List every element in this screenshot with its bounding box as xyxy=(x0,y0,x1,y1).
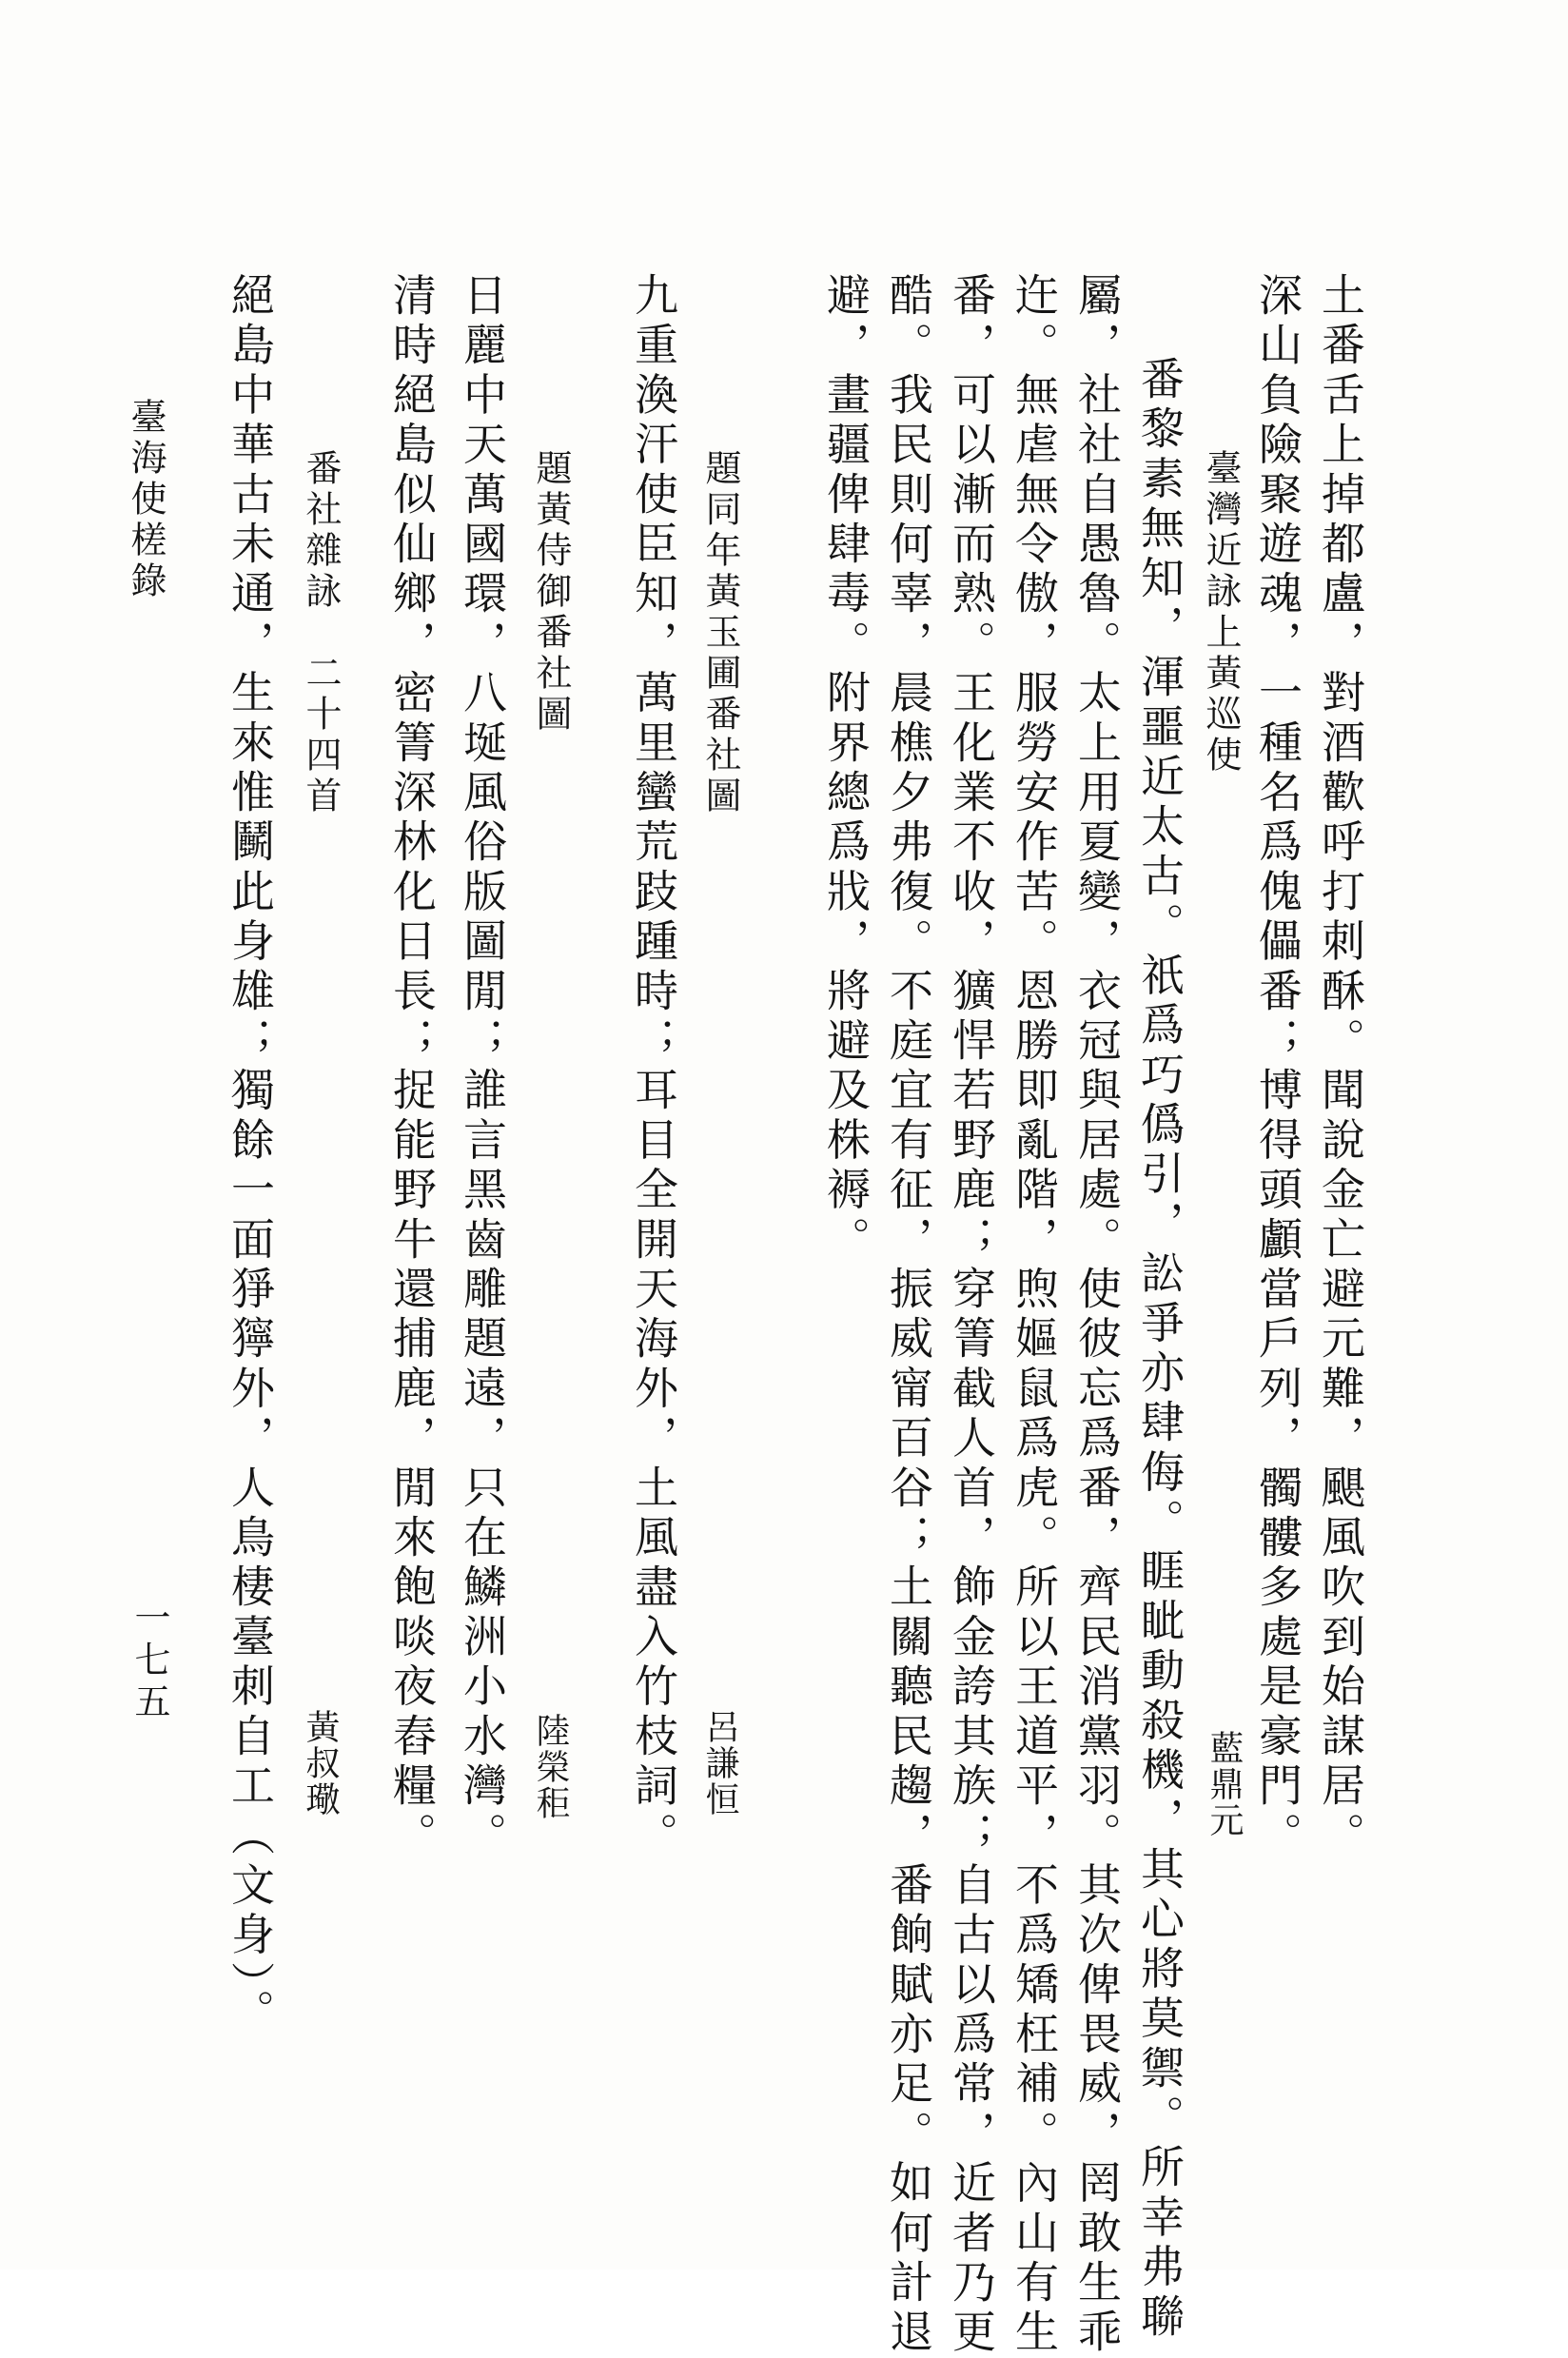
poem-1-line-2: 深山負險聚遊魂，一種名爲傀儡番；博得頭顱當戶列，髑髏多處是豪門。 xyxy=(1252,272,1303,1862)
page-number: 一七五 xyxy=(128,1599,170,1724)
poem-4-title: 題黃侍御番社圖 xyxy=(530,449,572,736)
poem-2-line-2: 屬，社社自愚魯。太上用夏變，衣冠與居處。使彼忘爲番，齊民消黨羽。其次俾畏威，罔敢生乖 xyxy=(1071,272,1123,2358)
poem-3-title: 題同年黃玉圃番社圖 xyxy=(699,449,741,817)
poem-2-line-1: 番黎素無知，渾噩近太古。祇爲巧僞引，訟爭亦肆侮。睚眦動殺機，其心將莫禦。所幸弗聯 xyxy=(1134,356,1186,2343)
poem-5-author: 黃叔璥 xyxy=(301,1709,340,1818)
book-title: 臺海使槎錄 xyxy=(125,398,167,602)
poem-4-line-1: 日麗中天萬國環，八埏風俗版圖閒；誰言黑齒雕題遠，只在鱗洲小水灣。 xyxy=(457,272,508,1862)
poem-2-line-6: 避，畫疆俾肆毒。附界總爲戕，將避及株褥。 xyxy=(820,272,872,1266)
poem-2-line-3: 迕。無虐無令傲，服勞安作苦。恩勝即亂階，煦嫗鼠爲虎。所以王道平，不爲矯枉補。內山有生 xyxy=(1009,272,1060,2358)
poem-3-line-1: 九重渙汗使臣知，萬里蠻荒跂踵時；耳目全開天海外，土風盡入竹枝詞。 xyxy=(628,272,679,1862)
poem-5-line-1: 絕島中華古未通，生來惟鬭此身雄；獨餘一面猙獰外，人鳥棲臺刺自工（文身）。 xyxy=(225,272,276,2039)
poem-1-line-1: 土番舌上掉都盧，對酒歡呼打刺酥。聞說金亡避元難，颶風吹到始謀居。 xyxy=(1315,272,1366,1862)
poem-5-title: 番社雜詠 二十四首 xyxy=(300,449,342,817)
poem-2-title: 臺灣近詠上黃巡使 xyxy=(1200,449,1242,776)
poem-2-author: 藍鼎元 xyxy=(1205,1730,1244,1838)
poem-3-author: 呂謙恒 xyxy=(700,1709,739,1818)
poem-4-line-2: 清時絕島似仙鄉，密箐深林化日長；捉能野牛還捕鹿，閒來飽啖夜舂糧。 xyxy=(386,272,438,1862)
poem-4-author: 陸榮秬 xyxy=(531,1713,570,1821)
poem-2-line-5: 酷。我民則何辜，晨樵夕弗復。不庭宜有征，振威甯百谷；土關聽民趨，番餉賦亦足。如何計退 xyxy=(883,272,934,2358)
poem-2-line-4: 番，可以漸而熟。王化業不收，獷悍若野鹿；穿箐截人首，飾金誇其族；自古以爲常，近者乃更 xyxy=(946,272,997,2358)
